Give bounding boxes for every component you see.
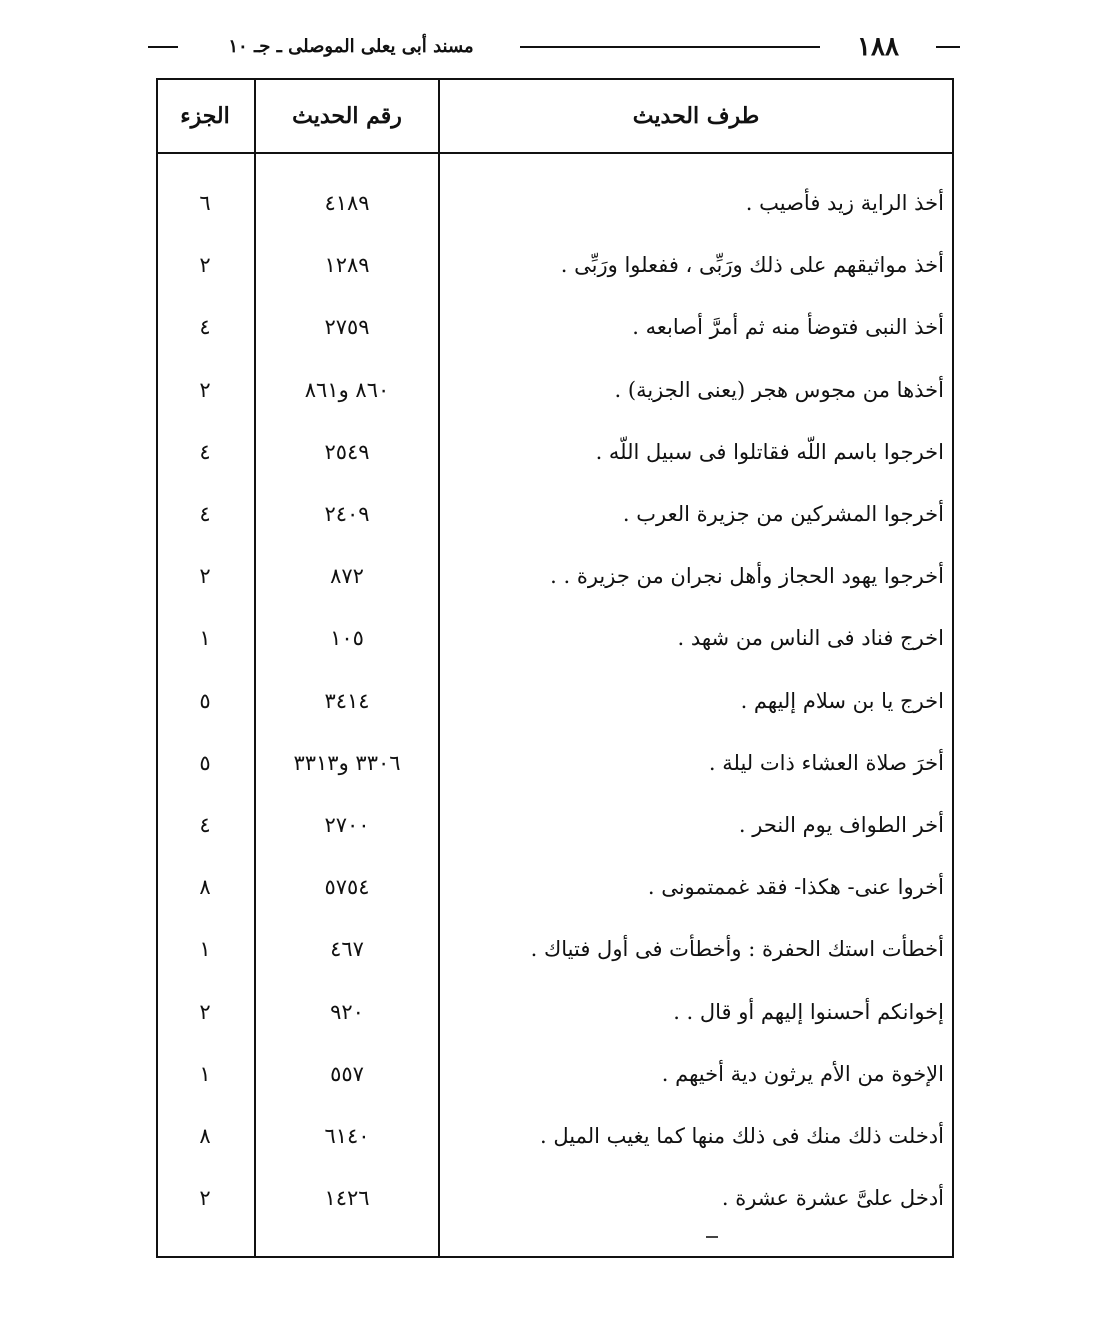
part-cell: ٢ (199, 999, 211, 1024)
table-row (158, 421, 952, 483)
hadith-start-cell: أخروا عنى- هكذا- فقد غممتمونى . (647, 875, 944, 900)
hadith-number-cell: ٢٧٠٠ (324, 812, 370, 837)
part-cell: ١ (199, 626, 211, 651)
hadith-start-cell: أخر الطواف يوم النحر . (738, 812, 944, 837)
hadith-start-cell: أدخلت ذلك منك فى ذلك منها كما يغيب الميل . (540, 1123, 944, 1148)
hadith-number-cell: ٥٧٥٤ (324, 875, 370, 900)
hadith-start-cell: أخذها من مجوس هجر (يعنى الجزية) . (614, 377, 944, 402)
part-cell: ٥ (199, 750, 211, 775)
header-rule-segment (148, 46, 178, 48)
table-row (158, 483, 952, 545)
column-header-part: الجزء (180, 103, 230, 129)
hadith-start-cell: الإخوة من الأم يرثون دية أخيهم . (661, 1061, 944, 1086)
hadith-start-cell: أخرجوا يهود الحجاز وأهل نجران من جزيرة . . (550, 564, 944, 589)
table-header-row (158, 80, 952, 152)
table-row (158, 1105, 952, 1167)
table-row (158, 670, 952, 732)
table-row (158, 732, 952, 794)
table-row (158, 1043, 952, 1105)
table-row (158, 234, 952, 296)
hadith-start-cell: اخرج يا بن سلام إليهم . (740, 688, 944, 713)
part-cell: ١ (199, 1061, 211, 1086)
hadith-index-table (156, 78, 954, 1258)
table-body (158, 172, 952, 1229)
hadith-start-cell: أخذ مواثيقهم على ذلك ورَبِّى ، ففعلوا ورَبِّى . (560, 253, 944, 278)
hadith-start-cell: أخذ النبى فتوضأ منه ثم أمرَّ أصابعه . (632, 315, 944, 340)
hadith-number-cell: ٢٤٠٩ (324, 502, 370, 527)
hadith-number-cell: ٨٧٢ (330, 564, 364, 589)
part-cell: ٢ (199, 1186, 211, 1211)
page-number: ١٨٨ (857, 32, 899, 62)
column-header-hadith-number: رقم الحديث (292, 103, 402, 129)
part-cell: ٨ (199, 875, 211, 900)
hadith-start-cell: أخرجوا المشركين من جزيرة العرب . (622, 502, 944, 527)
hadith-number-cell: ٤٦٧ (330, 937, 364, 962)
table-row (158, 1167, 952, 1229)
table-row (158, 296, 952, 358)
hadith-start-cell: اخرجوا باسم اللّه فقاتلوا فى سبيل اللّه . (595, 439, 944, 464)
table-row (158, 856, 952, 918)
part-cell: ٤ (199, 439, 211, 464)
book-title: مسند أبى يعلى الموصلى ـ جـ ١٠ (228, 36, 474, 57)
hadith-number-cell: ٢٥٤٩ (324, 439, 370, 464)
table-row (158, 980, 952, 1042)
hadith-number-cell: ٤١٨٩ (324, 191, 370, 216)
hadith-number-cell: ٣٤١٤ (324, 688, 370, 713)
table-header-rule (158, 152, 952, 154)
table-row (158, 918, 952, 980)
hadith-number-cell: ١٢٨٩ (324, 253, 370, 278)
hadith-number-cell: ٦١٤٠ (324, 1123, 370, 1148)
table-row (158, 359, 952, 421)
table-row (158, 794, 952, 856)
header-rule-segment (520, 46, 820, 48)
part-cell: ١ (199, 937, 211, 962)
hadith-number-cell: ١٠٥ (330, 626, 364, 651)
table-row (158, 607, 952, 669)
part-cell: ٤ (199, 315, 211, 340)
hadith-number-cell: ١٤٢٦ (324, 1186, 370, 1211)
part-cell: ٤ (199, 812, 211, 837)
hadith-start-cell: أخطأت استك الحفرة : وأخطأت فى أول فتياك . (530, 937, 944, 962)
part-cell: ٥ (199, 688, 211, 713)
table-row (158, 172, 952, 234)
running-header (148, 30, 960, 64)
hadith-number-cell: ٩٢٠ (330, 999, 364, 1024)
hadith-number-cell: ٥٥٧ (330, 1061, 364, 1086)
part-cell: ٢ (199, 377, 211, 402)
part-cell: ٦ (199, 191, 211, 216)
hadith-start-cell: أخرَ صلاة العشاء ذات ليلة . (708, 750, 944, 775)
table-row (158, 545, 952, 607)
hadith-number-cell: ٣٣٠٦ و٣٣١٣ (293, 750, 401, 775)
hadith-start-cell: أدخل علىَّ عشرة عشرة . (721, 1186, 944, 1211)
hadith-number-cell: ٨٦٠ و٨٦١ (304, 377, 390, 402)
hadith-start-cell: اخرج فناد فى الناس من شهد . (677, 626, 944, 651)
part-cell: ٤ (199, 502, 211, 527)
column-header-hadith-start: طرف الحديث (632, 103, 760, 129)
part-cell: ٢ (199, 253, 211, 278)
hadith-start-cell: أخذ الراية زيد فأصيب . (745, 191, 944, 216)
hadith-start-cell: إخوانكم أحسنوا إليهم أو قال . . (673, 999, 944, 1024)
part-cell: ٨ (199, 1123, 211, 1148)
printer-mark (706, 1236, 718, 1238)
header-rule-segment (936, 46, 960, 48)
part-cell: ٢ (199, 564, 211, 589)
hadith-number-cell: ٢٧٥٩ (324, 315, 370, 340)
